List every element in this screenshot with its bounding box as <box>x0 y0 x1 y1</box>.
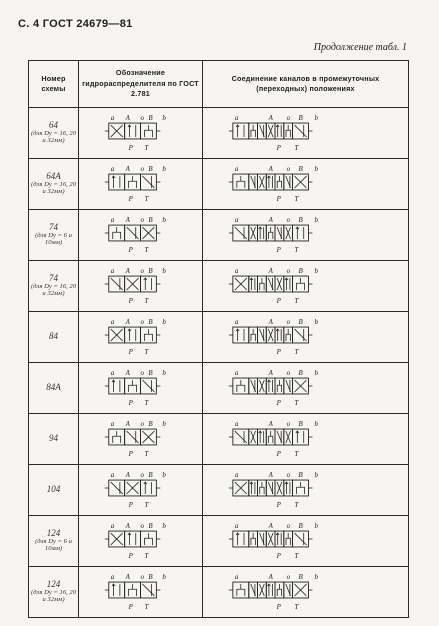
valve-position-box <box>109 174 125 190</box>
valve-symbol <box>229 276 313 292</box>
connection-diagram <box>203 567 408 617</box>
port-label-P: P <box>128 500 133 509</box>
connection-symbol-cell <box>203 159 409 210</box>
designation-diagram <box>79 261 202 311</box>
port-label-a: a <box>110 369 115 378</box>
port-label-A: A <box>125 318 130 327</box>
port-label-A: A <box>125 573 130 582</box>
page-header: С. 4 ГОСТ 24679—81 <box>18 18 133 30</box>
port-label-b: b <box>162 369 166 378</box>
port-label-T: T <box>144 500 149 509</box>
table-row <box>29 261 409 312</box>
port-label-T: T <box>144 194 149 203</box>
port-label-T: T <box>294 296 299 305</box>
port-label-B: B <box>298 318 303 327</box>
valve-position-box <box>258 429 267 445</box>
port-label-T: T <box>144 245 149 254</box>
port-label-B: B <box>148 420 153 429</box>
port-label-A: A <box>125 165 130 174</box>
scheme-number: 104 <box>46 484 61 495</box>
port-label-B: B <box>148 471 153 480</box>
connection-diagram <box>203 414 408 464</box>
valve-symbol <box>229 123 313 139</box>
connection-diagram <box>203 261 408 311</box>
port-label-a: a <box>110 471 115 480</box>
port-label-T: T <box>144 602 149 611</box>
port-label-o: o <box>140 420 144 429</box>
connection-diagram <box>203 108 408 158</box>
port-label-P: P <box>276 194 281 203</box>
port-label-P: P <box>276 245 281 254</box>
port-label-A: A <box>268 369 273 378</box>
scheme-number-cell <box>29 465 79 516</box>
connection-symbol-cell <box>203 261 409 312</box>
port-label-o: o <box>286 573 291 582</box>
port-label-A: A <box>268 216 273 225</box>
valve-position-box <box>109 582 125 598</box>
port-label-T: T <box>294 602 299 611</box>
designation-symbol-cell <box>79 159 203 210</box>
valve-position-box <box>275 327 284 343</box>
valve-symbol <box>229 480 313 496</box>
port-label-B: B <box>148 318 153 327</box>
designation-diagram <box>79 567 202 617</box>
table-row <box>29 159 409 210</box>
scheme-number: 64А <box>46 171 61 182</box>
connection-diagram <box>203 159 408 209</box>
port-label-B: B <box>298 573 303 582</box>
port-label-b: b <box>162 471 166 480</box>
port-label-b: b <box>314 369 318 378</box>
connection-diagram <box>203 516 408 566</box>
port-label-b: b <box>162 318 166 327</box>
port-label-A: A <box>125 471 130 480</box>
scheme-number: 94 <box>49 433 58 444</box>
port-label-o: o <box>140 267 144 276</box>
port-label-T: T <box>144 551 149 560</box>
designation-symbol-cell <box>79 414 203 465</box>
port-label-A: A <box>125 114 130 123</box>
scheme-number: 74 <box>49 222 58 233</box>
valve-symbol <box>105 327 161 343</box>
connection-diagram <box>203 312 408 362</box>
port-label-P: P <box>128 449 133 458</box>
port-label-b: b <box>314 318 318 327</box>
valve-symbol <box>229 531 313 547</box>
port-label-B: B <box>148 522 153 531</box>
designation-symbol-cell <box>79 465 203 516</box>
port-label-P: P <box>276 347 281 356</box>
valve-symbol <box>105 225 161 241</box>
valve-position-box <box>266 582 275 598</box>
port-label-a: a <box>234 318 239 327</box>
scheme-number-cell <box>29 312 79 363</box>
valve-position-box <box>233 531 249 547</box>
port-label-P: P <box>276 449 281 458</box>
valve-symbol <box>105 582 161 598</box>
port-label-B: B <box>148 216 153 225</box>
connection-symbol-cell <box>203 312 409 363</box>
port-label-A: A <box>125 216 130 225</box>
valve-position-box <box>293 225 309 241</box>
scheme-number: 64 <box>49 120 58 131</box>
port-label-T: T <box>144 398 149 407</box>
port-label-P: P <box>128 143 133 152</box>
connection-diagram <box>203 210 408 260</box>
port-label-B: B <box>298 216 303 225</box>
scheme-number-cell <box>29 261 79 312</box>
table-row <box>29 312 409 363</box>
valve-position-box <box>275 531 284 547</box>
port-label-B: B <box>298 114 303 123</box>
valve-position-box <box>109 378 125 394</box>
port-label-o: o <box>286 522 291 531</box>
port-label-b: b <box>162 216 166 225</box>
valve-position-box <box>284 480 293 496</box>
port-label-o: o <box>140 522 144 531</box>
port-label-P: P <box>276 551 281 560</box>
connection-symbol-cell <box>203 516 409 567</box>
valve-position-box <box>249 276 258 292</box>
port-label-B: B <box>298 165 303 174</box>
port-label-a: a <box>110 267 115 276</box>
port-label-B: B <box>148 369 153 378</box>
port-label-a: a <box>110 114 115 123</box>
table-header-row <box>29 61 409 108</box>
valve-position-box <box>284 276 293 292</box>
scheme-note: (для Dy = 16, 20 и 32мм) <box>30 282 77 297</box>
port-label-B: B <box>148 573 153 582</box>
designation-diagram <box>79 516 202 566</box>
valve-symbol <box>105 123 161 139</box>
valve-position-box <box>275 123 284 139</box>
table-row <box>29 108 409 159</box>
port-label-o: o <box>286 420 291 429</box>
port-label-A: A <box>268 267 273 276</box>
valve-position-box <box>141 480 157 496</box>
scheme-number: 124 <box>46 528 61 539</box>
port-label-a: a <box>110 216 115 225</box>
connection-symbol-cell <box>203 108 409 159</box>
port-label-a: a <box>234 267 239 276</box>
valve-symbol <box>105 429 161 445</box>
valve-symbol <box>229 174 313 190</box>
connection-symbol-cell <box>203 414 409 465</box>
scheme-number: 74 <box>49 273 58 284</box>
port-label-o: o <box>140 318 144 327</box>
port-label-B: B <box>148 114 153 123</box>
valve-symbol <box>229 582 313 598</box>
valve-symbol <box>229 225 313 241</box>
port-label-o: o <box>140 165 144 174</box>
valve-position-box <box>125 123 141 139</box>
port-label-P: P <box>128 602 133 611</box>
port-label-o: o <box>286 369 291 378</box>
port-label-a: a <box>234 420 239 429</box>
port-label-A: A <box>268 420 273 429</box>
valve-symbol <box>229 327 313 343</box>
port-label-a: a <box>234 114 239 123</box>
designation-diagram <box>79 465 202 515</box>
port-label-o: o <box>286 471 291 480</box>
port-label-A: A <box>268 471 273 480</box>
scheme-number-cell <box>29 363 79 414</box>
table-row <box>29 516 409 567</box>
valve-position-box <box>141 276 157 292</box>
connection-symbol-cell <box>203 210 409 261</box>
valve-symbol <box>105 480 161 496</box>
table-row <box>29 414 409 465</box>
connection-symbol-cell <box>203 465 409 516</box>
scheme-note: (для Dy = 6 и 10мм) <box>35 537 72 552</box>
designation-symbol-cell <box>79 516 203 567</box>
valve-symbol <box>105 531 161 547</box>
port-label-a: a <box>234 522 239 531</box>
port-label-A: A <box>125 522 130 531</box>
scheme-number-cell <box>29 108 79 159</box>
port-label-T: T <box>294 347 299 356</box>
port-label-b: b <box>162 165 166 174</box>
port-label-B: B <box>148 267 153 276</box>
port-label-T: T <box>144 143 149 152</box>
valve-position-box <box>266 378 275 394</box>
scheme-number-cell <box>29 159 79 210</box>
port-label-B: B <box>298 471 303 480</box>
port-label-B: B <box>298 420 303 429</box>
designation-diagram <box>79 312 202 362</box>
header-connection: Соединение каналов в промежуточных (переходных) положениях <box>203 61 409 108</box>
valve-position-box <box>293 429 309 445</box>
port-label-T: T <box>144 296 149 305</box>
port-label-P: P <box>128 347 133 356</box>
port-label-a: a <box>110 165 115 174</box>
port-label-o: o <box>286 318 291 327</box>
valve-position-box <box>266 174 275 190</box>
scheme-number-cell <box>29 210 79 261</box>
port-label-b: b <box>314 114 318 123</box>
table-row <box>29 363 409 414</box>
valve-schemes-table <box>28 60 409 618</box>
port-label-b: b <box>162 114 166 123</box>
designation-symbol-cell <box>79 108 203 159</box>
scheme-number: 124 <box>46 579 61 590</box>
connection-symbol-cell <box>203 363 409 414</box>
port-label-b: b <box>162 420 166 429</box>
valve-symbol <box>105 276 161 292</box>
port-label-P: P <box>128 194 133 203</box>
port-label-b: b <box>162 522 166 531</box>
port-label-P: P <box>276 143 281 152</box>
designation-symbol-cell <box>79 210 203 261</box>
port-label-a: a <box>110 573 115 582</box>
port-label-o: o <box>140 369 144 378</box>
scheme-note: (для Dy = 6 и 10мм) <box>35 231 72 246</box>
port-label-b: b <box>314 420 318 429</box>
port-label-P: P <box>276 398 281 407</box>
port-label-P: P <box>276 500 281 509</box>
port-label-T: T <box>294 143 299 152</box>
port-label-T: T <box>294 500 299 509</box>
port-label-P: P <box>128 245 133 254</box>
designation-symbol-cell <box>79 567 203 618</box>
port-label-A: A <box>125 267 130 276</box>
connection-diagram <box>203 363 408 413</box>
scheme-number-cell <box>29 516 79 567</box>
scheme-number-cell <box>29 414 79 465</box>
port-label-P: P <box>128 398 133 407</box>
designation-diagram <box>79 159 202 209</box>
port-label-T: T <box>294 398 299 407</box>
table-row <box>29 465 409 516</box>
valve-symbol <box>105 378 161 394</box>
connection-symbol-cell <box>203 567 409 618</box>
port-label-b: b <box>314 165 318 174</box>
port-label-T: T <box>294 449 299 458</box>
port-label-T: T <box>144 449 149 458</box>
port-label-B: B <box>298 522 303 531</box>
header-designation: Обозначение гидрораспределителя по ГОСТ 2.781 <box>79 61 203 108</box>
port-label-b: b <box>314 573 318 582</box>
port-label-P: P <box>128 296 133 305</box>
scheme-number: 84А <box>46 382 61 393</box>
scheme-number: 84 <box>49 331 58 342</box>
port-label-b: b <box>314 522 318 531</box>
port-label-o: o <box>286 114 291 123</box>
port-label-A: A <box>268 165 273 174</box>
designation-symbol-cell <box>79 312 203 363</box>
table-continuation-caption: Продолжение табл. 1 <box>313 42 407 53</box>
designation-diagram <box>79 210 202 260</box>
table-row <box>29 210 409 261</box>
port-label-b: b <box>162 267 166 276</box>
port-label-o: o <box>140 114 144 123</box>
valve-position-box <box>233 123 249 139</box>
port-label-B: B <box>148 165 153 174</box>
port-label-o: o <box>286 267 291 276</box>
port-label-b: b <box>314 267 318 276</box>
scheme-note: (для Dy = 16, 20 и 32мм) <box>30 129 77 144</box>
designation-diagram <box>79 363 202 413</box>
port-label-P: P <box>276 602 281 611</box>
valve-position-box <box>125 531 141 547</box>
port-label-B: B <box>298 369 303 378</box>
port-label-P: P <box>276 296 281 305</box>
port-label-o: o <box>286 216 291 225</box>
port-label-B: B <box>298 267 303 276</box>
port-label-a: a <box>234 471 239 480</box>
header-scheme-number: Номер схемы <box>29 61 79 108</box>
valve-symbol <box>229 378 313 394</box>
port-label-A: A <box>268 114 273 123</box>
designation-symbol-cell <box>79 363 203 414</box>
port-label-A: A <box>268 318 273 327</box>
valve-symbol <box>105 174 161 190</box>
port-label-b: b <box>314 471 318 480</box>
valve-position-box <box>125 327 141 343</box>
connection-diagram <box>203 465 408 515</box>
scheme-note: (для Dy = 16, 20 и 32мм) <box>30 588 77 603</box>
designation-symbol-cell <box>79 261 203 312</box>
designation-diagram <box>79 108 202 158</box>
table-row <box>29 567 409 618</box>
scheme-number-cell <box>29 567 79 618</box>
port-label-o: o <box>140 216 144 225</box>
valve-position-box <box>233 327 249 343</box>
port-label-A: A <box>125 420 130 429</box>
port-label-a: a <box>234 165 239 174</box>
valve-position-box <box>258 225 267 241</box>
port-label-T: T <box>294 551 299 560</box>
port-label-T: T <box>144 347 149 356</box>
port-label-o: o <box>286 165 291 174</box>
designation-diagram <box>79 414 202 464</box>
port-label-a: a <box>234 216 239 225</box>
port-label-T: T <box>294 245 299 254</box>
port-label-A: A <box>125 369 130 378</box>
port-label-a: a <box>234 573 239 582</box>
port-label-a: a <box>110 318 115 327</box>
port-label-a: a <box>110 522 115 531</box>
port-label-A: A <box>268 522 273 531</box>
port-label-o: o <box>140 573 144 582</box>
port-label-A: A <box>268 573 273 582</box>
port-label-o: o <box>140 471 144 480</box>
valve-position-box <box>249 480 258 496</box>
port-label-a: a <box>234 369 239 378</box>
port-label-b: b <box>314 216 318 225</box>
port-label-b: b <box>162 573 166 582</box>
port-label-P: P <box>128 551 133 560</box>
port-label-a: a <box>110 420 115 429</box>
scheme-note: (для Dy = 16, 20 и 32мм) <box>30 180 77 195</box>
port-label-T: T <box>294 194 299 203</box>
valve-symbol <box>229 429 313 445</box>
